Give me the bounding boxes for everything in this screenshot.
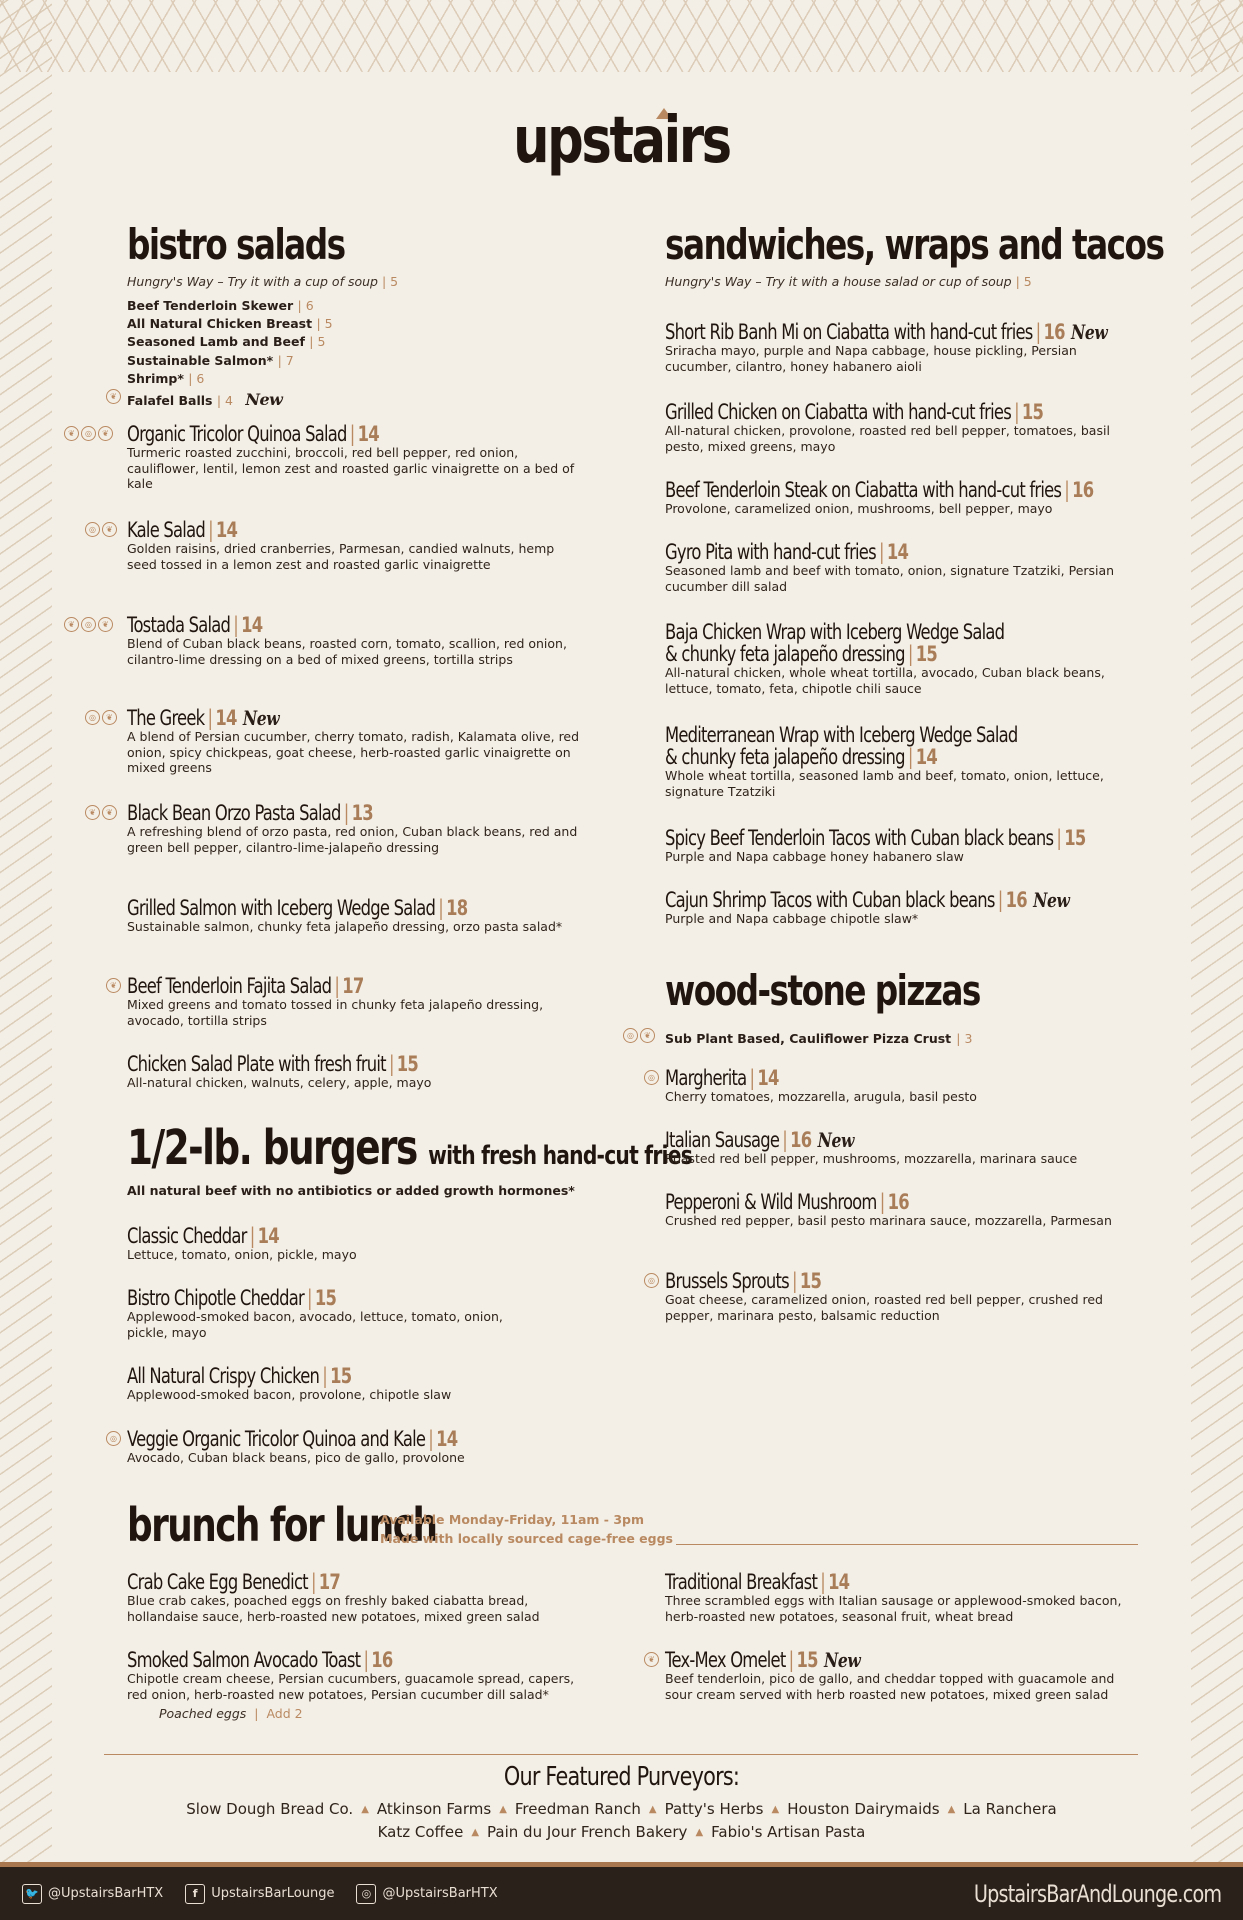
menu-item: ◎ Margherita | 14 Cherry tomatoes, mozzarella, arugula, basil pesto — [665, 1066, 1145, 1105]
brunch-heading-wrap — [127, 1498, 437, 1552]
purveyors-line-1: Slow Dough Bread Co. ▲ Atkinson Farms ▲ Freedman Ranch ▲ Patty's Herbs ▲ Houston Dairymaids ▲ La Ranchera — [186, 1800, 1057, 1818]
gluten-free-icon: ◎ — [644, 1273, 659, 1288]
vegan-icon: ❦ — [106, 389, 121, 404]
burgers-note: All natural beef with no antibiotics or added growth hormones* — [127, 1182, 575, 1198]
addon-item: All Natural Chicken Breast | 5 — [127, 316, 333, 332]
chevron-pattern-top — [0, 0, 1243, 72]
menu-item: Classic Cheddar | 14 Lettuce, tomato, onion, pickle, mayo — [127, 1224, 357, 1263]
menu-item: ❦ Tex-Mex Omelet | 15 New Beef tenderloin, pico de gallo, and cheddar topped with guacamole and sour cream served with herb roasted new potatoes, mixed green salad — [665, 1648, 1145, 1702]
menu-item: Crab Cake Egg Benedict | 17 Blue crab cakes, poached eggs on freshly baked ciabatta bread, hollandaise sauce, herb-roasted new potatoes, mixed green salad — [127, 1570, 540, 1624]
brunch-heading: brunch for lunch — [127, 1498, 437, 1552]
vegetarian-icon: ❦ — [98, 617, 113, 632]
gluten-free-icon: ◎ — [81, 426, 96, 441]
menu-item: Beef Tenderloin Steak on Ciabatta with hand-cut fries | 16 Provolone, caramelized onion, mushrooms, bell pepper, mayo — [665, 478, 1094, 517]
addon-item: ❦ Falafel Balls | 4 New — [127, 388, 587, 411]
chevron-pattern-left — [0, 0, 52, 1862]
facebook-link[interactable]: f UpstairsBarLounge — [185, 1884, 334, 1904]
menu-item: Mediterranean Wrap with Iceberg Wedge Salad & chunky feta jalapeño dressing | 14 Whole wheat tortilla, seasoned lamb and beef, tomato, onion, lettuce, signature Tzatziki — [665, 723, 1104, 799]
addon-item: Beef Tenderloin Skewer | 6 — [127, 298, 314, 314]
sandwiches-section — [665, 220, 1164, 297]
gluten-free-icon: ◎ — [85, 522, 100, 537]
instagram-icon: ◎ — [356, 1884, 376, 1904]
brunch-divider — [676, 1544, 1138, 1545]
salads-section — [110, 220, 587, 411]
new-badge: New — [1070, 320, 1108, 344]
menu-item: Grilled Salmon with Iceberg Wedge Salad | 18 Sustainable salmon, chunky feta jalapeño dressing, orzo pasta salad* — [127, 896, 563, 935]
facebook-icon: f — [185, 1884, 205, 1904]
menu-item: Pepperoni & Wild Mushroom | 16 Crushed red pepper, basil pesto marinara sauce, mozzarella, Parmesan — [665, 1190, 1112, 1229]
logo — [0, 104, 1243, 178]
addon-item: Sustainable Salmon* | 7 — [127, 352, 294, 368]
footer — [0, 1862, 1243, 1920]
addon-item: Shrimp* | 6 — [127, 370, 205, 386]
vegetarian-icon: ❦ — [102, 522, 117, 537]
purveyors-divider — [104, 1754, 1138, 1755]
burgers-section — [127, 1120, 693, 1198]
menu-item: Chicken Salad Plate with fresh fruit | 15 All-natural chicken, walnuts, celery, apple, mayo — [127, 1052, 432, 1091]
salads-heading: bistro salads — [127, 220, 345, 269]
vegetarian-icon: ❦ — [102, 805, 117, 820]
new-badge: New — [242, 706, 280, 730]
menu-item: ◎ Veggie Organic Tricolor Quinoa and Kale | 14 Avocado, Cuban black beans, pico de gallo, provolone — [127, 1427, 587, 1466]
vegetarian-icon: ❦ — [98, 426, 113, 441]
new-badge: New — [1033, 888, 1070, 912]
new-badge: New — [823, 1648, 861, 1672]
menu-item: Bistro Chipotle Cheddar | 15 Applewood-smoked bacon, avocado, lettuce, tomato, onion, pickle, mayo — [127, 1286, 503, 1340]
vegetarian-icon: ❦ — [106, 978, 121, 993]
burgers-heading: 1/2-lb. burgers with fresh hand-cut fries — [127, 1120, 693, 1176]
menu-item: Short Rib Banh Mi on Ciabatta with hand-cut fries | 16 New Sriracha mayo, purple and Napa cabbage, house pickling, Persian cucumber, cilantro, honey habanero aioli — [665, 320, 1108, 374]
salads-hungry-note: Hungry's Way – Try it with a cup of soup | 5 — [127, 274, 399, 290]
addon-item: Seasoned Lamb and Beef | 5 — [127, 334, 326, 350]
instagram-link[interactable]: ◎ @UpstairsBarHTX — [356, 1884, 497, 1904]
twitter-icon: 🐦 — [22, 1884, 42, 1904]
purveyors-title: Our Featured Purveyors: — [503, 1762, 740, 1792]
gluten-free-icon: ◎ — [644, 1070, 659, 1085]
sandwiches-hungry-note: Hungry's Way – Try it with a house salad or cup of soup | 5 — [665, 274, 1032, 290]
vegan-icon: ❦ — [85, 805, 100, 820]
vegan-icon: ❦ — [640, 1028, 655, 1043]
new-badge: New — [245, 389, 283, 409]
menu-item: Spicy Beef Tenderloin Tacos with Cuban black beans | 15 Purple and Napa cabbage honey habanero slaw — [665, 826, 1086, 865]
gluten-free-icon: ◎ — [106, 1431, 121, 1446]
menu-item: ❦ Beef Tenderloin Fajita Salad | 17 Mixed greens and tomato tossed in chunky feta jalapeño dressing, avocado, tortilla strips — [127, 974, 587, 1028]
menu-item: All Natural Crispy Chicken | 15 Applewood-smoked bacon, provolone, chipotle slaw — [127, 1364, 452, 1403]
menu-item: ❦ ◎ ❦ Organic Tricolor Quinoa Salad | 14 Turmeric roasted zucchini, broccoli, red bell pepper, red onion, cauliflower, lentil, lemon zest and roasted garlic vinaigrette on a bed of kale — [127, 422, 587, 492]
menu-item: ◎ Brussels Sprouts | 15 Goat cheese, caramelized onion, roasted red bell pepper, crushed red pepper, marinara pesto, balsamic reduction — [665, 1269, 1145, 1323]
menu-item: Grilled Chicken on Ciabatta with hand-cut fries | 15 All-natural chicken, provolone, roasted red bell pepper, tomatoes, basil pesto, mixed greens, mayo — [665, 400, 1110, 454]
twitter-link[interactable]: 🐦 @UpstairsBarHTX — [22, 1884, 163, 1904]
pizzas-heading: wood-stone pizzas — [665, 966, 980, 1015]
vegetarian-icon: ❦ — [644, 1652, 659, 1667]
menu-item: ❦ ❦ Black Bean Orzo Pasta Salad | 13 A refreshing blend of orzo pasta, red onion, Cuban black beans, red and green bell pepper, cilantro-lime-jalapeño dressing — [127, 801, 587, 855]
brunch-availability: Available Monday-Friday, 11am - 3pm Made with locally sourced cage-free eggs — [380, 1512, 673, 1547]
gluten-free-icon: ◎ — [85, 710, 100, 725]
menu-item: ❦ ◎ ❦ Tostada Salad | 14 Blend of Cuban black beans, roasted corn, tomato, scallion, red onion, cilantro-lime dressing on a bed of mixed greens, tortilla strips — [127, 613, 587, 667]
brand-name: upstairs — [513, 104, 730, 178]
menu-item: Italian Sausage | 16 New Roasted red bell pepper, mushrooms, mozzarella, marinara sauce — [665, 1128, 1078, 1167]
vegetarian-icon: ❦ — [102, 710, 117, 725]
gluten-free-icon: ◎ — [623, 1028, 638, 1043]
menu-item: Smoked Salmon Avocado Toast | 16 Chipotle cream cheese, Persian cucumbers, guacamole spread, capers, red onion, herb-roasted new potatoes, Persian cucumber dill salad* Poached eggs | Add 2 — [127, 1648, 575, 1722]
gluten-free-icon: ◎ — [81, 617, 96, 632]
sandwiches-heading: sandwiches, wraps and tacos — [665, 220, 1164, 269]
vegan-icon: ❦ — [64, 617, 79, 632]
menu-item: Traditional Breakfast | 14 Three scrambled eggs with Italian sausage or applewood-smoked bacon, herb-roasted new potatoes, seasonal fruit, wheat bread — [665, 1570, 1122, 1624]
menu-item: ◎ ❦ Kale Salad | 14 Golden raisins, dried cranberries, Parmesan, candied walnuts, hemp seed tossed in a lemon zest and roasted garlic vinaigrette — [127, 518, 587, 572]
vegan-icon: ❦ — [64, 426, 79, 441]
purveyors-line-2: Katz Coffee ▲ Pain du Jour French Bakery ▲ Fabio's Artisan Pasta — [377, 1823, 866, 1841]
pizzas-section — [627, 966, 1145, 1048]
salad-addons — [110, 297, 587, 411]
menu-item: Gyro Pita with hand-cut fries | 14 Seasoned lamb and beef with tomato, onion, signature Tzatziki, Persian cucumber dill salad — [665, 540, 1115, 594]
website-link[interactable]: UpstairsBarAndLounge.com — [973, 1879, 1221, 1908]
menu-item: ◎ ❦ The Greek | 14 New A blend of Persian cucumber, cherry tomato, radish, Kalamata olive, red onion, spicy chickpeas, goat cheese, herb-roasted garlic vinaigrette on mixed greens — [127, 706, 587, 776]
new-badge: New — [817, 1128, 855, 1152]
chevron-pattern-right — [1191, 0, 1243, 1862]
menu-item: Cajun Shrimp Tacos with Cuban black beans | 16 New Purple and Napa cabbage chipotle slaw* — [665, 888, 1070, 927]
menu-item: Baja Chicken Wrap with Iceberg Wedge Salad & chunky feta jalapeño dressing | 15 All-natural chicken, whole wheat tortilla, avocado, Cuban black beans, lettuce, tomato, feta, chipotle chili sauce — [665, 620, 1105, 696]
pizza-crust-note: ◎ ❦ Sub Plant Based, Cauliflower Pizza Crust | 3 — [665, 1028, 1145, 1048]
